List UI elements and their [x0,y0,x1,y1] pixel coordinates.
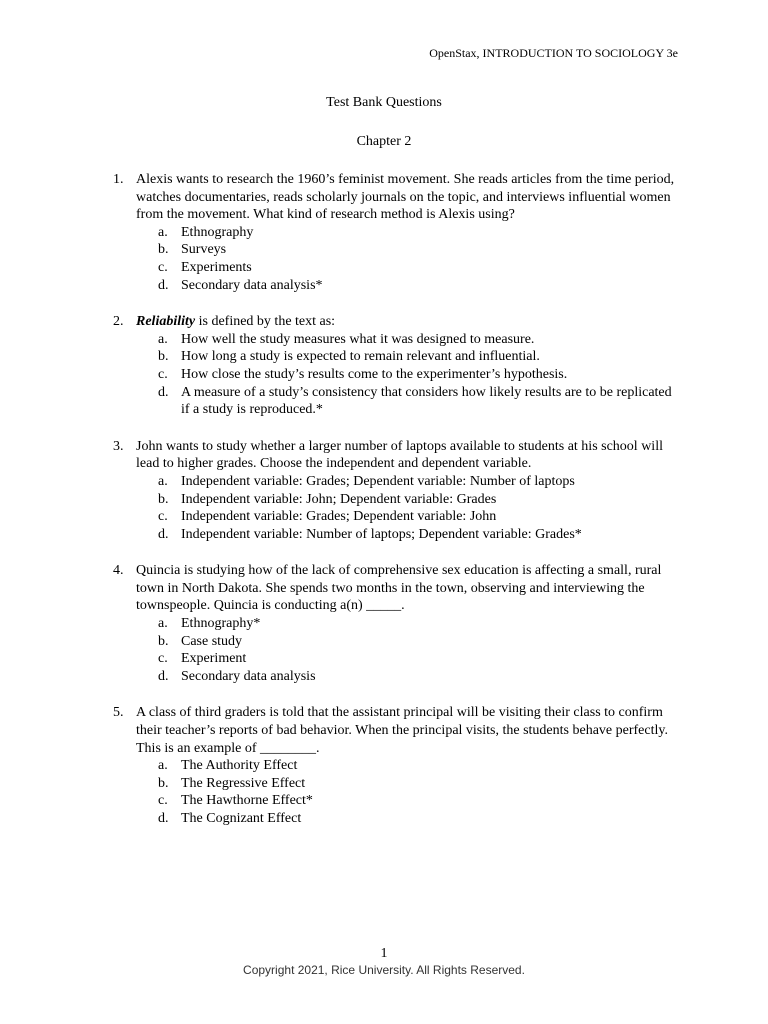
question-stem: Quincia is studying how of the lack of comprehensive sex education is affecting a small, rural town in North Dakota. She spends two months in the town, observing and interviewing the townspeople. Quincia is conducting a(n) _____. [136,563,662,614]
answer-option [136,775,678,793]
option-letter: a. [158,331,168,347]
answer-option [136,810,678,828]
option-text: Independent variable: John; Dependent variable: Grades [181,491,497,507]
option-letter: a. [158,473,168,489]
option-text: Independent variable: Grades; Dependent variable: John [181,509,497,525]
answer-option [136,491,678,509]
question-number: 5. [113,705,124,721]
option-text: A measure of a study’s consistency that considers how likely results are to be replicated if a study is reproduced.* [181,384,672,418]
option-text: Ethnography* [181,616,261,632]
answer-options [136,473,678,543]
option-text: The Regressive Effect [181,775,306,791]
answer-option [136,366,678,384]
answer-option [136,615,678,633]
question-number: 1. [113,172,124,187]
option-text: The Authority Effect [181,758,298,774]
question-number: 4. [113,563,124,579]
answer-options [136,615,678,685]
document-title: Test Bank Questions [326,95,442,110]
option-text: How long a study is expected to remain relevant and influential. [181,349,540,365]
question-item [0,171,768,294]
answer-option [136,224,678,242]
answer-option [136,384,678,419]
chapter-heading: Chapter 2 [356,134,412,149]
answer-option [136,792,678,810]
option-text: Secondary data analysis [181,668,316,684]
option-letter: d. [158,668,169,684]
option-letter: b. [158,633,169,649]
option-letter: b. [158,491,169,507]
option-letter: c. [158,793,168,809]
question-item [0,562,768,685]
answer-option [136,668,678,686]
option-letter: b. [158,349,169,365]
question-item [0,313,768,419]
answer-option [136,508,678,526]
option-text: Secondary data analysis* [181,277,323,293]
option-letter: a. [158,758,168,774]
option-letter: d. [158,526,169,542]
question-number: 3. [113,438,124,454]
option-letter: a. [158,616,168,632]
key-term: Reliability [136,314,196,330]
option-text: Independent variable: Grades; Dependent variable: Number of laptops [181,473,575,489]
option-text: Experiment [181,651,247,667]
option-letter: b. [158,775,169,791]
option-text: Ethnography [181,224,254,240]
option-letter: c. [158,509,168,525]
question-stem: Alexis wants to research the 1960’s feminist movement. She reads articles from the time period, watches documentaries, reads scholarly journals on the topic, and interviews influential women from the movement. What kind of research method is Alexis using? [136,172,675,223]
question-stem-text: is defined by the text as: [195,314,336,330]
question-item [0,704,768,827]
question-item [0,438,768,544]
option-letter: b. [158,242,169,258]
question-stem: John wants to study whether a larger number of laptops available to students at his school will lead to higher grades. Choose the independent and dependent variable. [136,438,663,472]
page-number: 1 [380,946,388,961]
answer-options [136,331,678,419]
answer-option [136,757,678,775]
option-letter: d. [158,384,169,400]
option-letter: a. [158,224,168,240]
question-stem: A class of third graders is told that the assistant principal will be visiting their class to confirm their teacher’s reports of bad behavior. When the principal visits, the students behave perfectly. This is an example of ________. [136,705,668,756]
answer-option [136,241,678,259]
answer-option [136,526,678,544]
question-list [0,171,768,847]
answer-option [136,259,678,277]
answer-option [136,633,678,651]
question-stem [136,313,678,331]
answer-option [136,473,678,491]
page-header: OpenStax, INTRODUCTION TO SOCIOLOGY 3e [429,46,678,60]
answer-options [136,224,678,294]
option-letter: d. [158,277,169,293]
option-text: How well the study measures what it was designed to measure. [181,331,535,347]
option-text: The Cognizant Effect [181,811,302,826]
option-text: Independent variable: Number of laptops; Dependent variable: Grades* [181,526,582,542]
option-letter: c. [158,259,168,275]
option-text: Case study [181,633,243,649]
option-letter: c. [158,651,168,667]
option-text: Experiments [181,259,252,275]
question-number: 2. [113,314,124,330]
option-letter: d. [158,811,169,826]
option-text: Surveys [181,242,227,258]
answer-option [136,348,678,366]
option-letter: c. [158,366,168,382]
answer-option [136,331,678,349]
option-text: How close the study’s results come to the experimenter’s hypothesis. [181,366,568,382]
copyright-notice: Copyright 2021, Rice University. All Rights Reserved. [243,963,525,977]
answer-option [136,650,678,668]
answer-option [136,277,678,295]
answer-options [136,757,678,827]
option-text: The Hawthorne Effect* [181,793,313,809]
